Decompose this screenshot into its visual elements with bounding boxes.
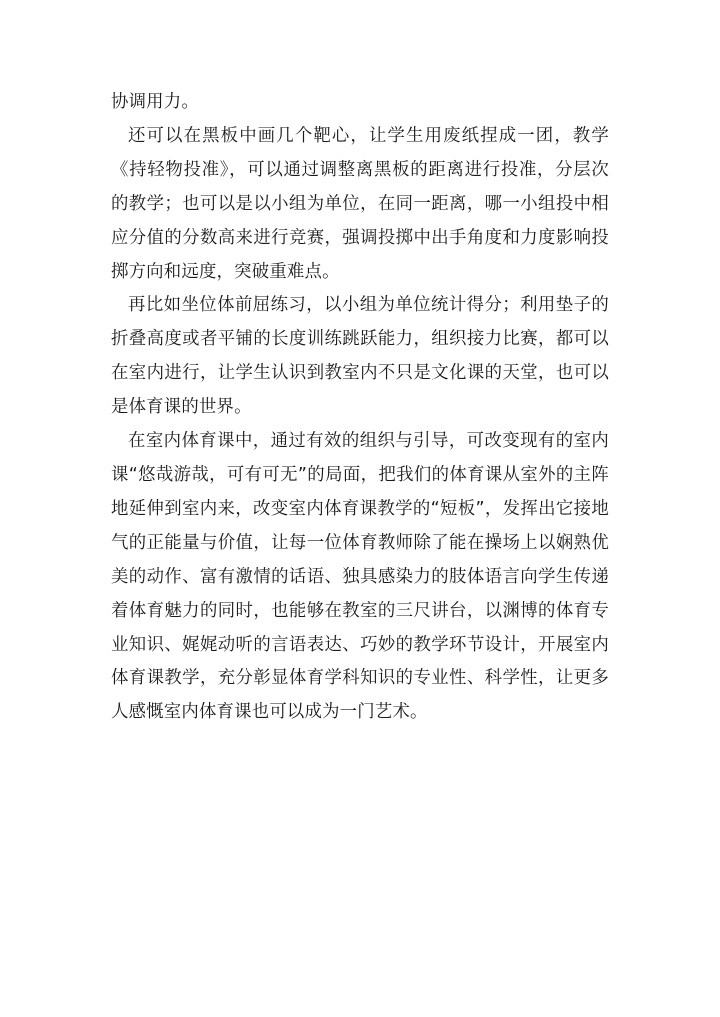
- paragraph-continuation: 协调用力。: [111, 92, 199, 112]
- paragraph-conclusion: 在室内体育课中，通过有效的组织与引导，可改变现有的室内课“悠哉游哉，可有可无”的局面，把我们的体育课从室外的主阵地延伸到室内来，改变室内体育课教学的“短板”，发挥出它接地气的正能量与价值，让每一位体育教师除了能在操场上以娴熟优美的动作、富有激情的话语、独具感染力的肢体语言向学生传递着体育魅力的同时，也能够在教室的三尺讲台，以渊博的体育专业知识、娓娓动听的言语表达、巧妙的教学环节设计，开展室内体育课教学，充分彰显体育学科知识的专业性、科学性，让更多人感慨室内体育课也可以成为一门艺术。: [111, 431, 609, 723]
- paragraph-target-throwing: 还可以在黑板中画几个靶心，让学生用废纸捏成一团，教学《持轻物投准》，可以通过调整离黑板的距离进行投准，分层次的教学；也可以是以小组为单位，在同一距离，哪一小组投中相应分值的分数高来进行竞赛，强调投掷中出手角度和力度影响投掷方向和远度，突破重难点。: [111, 125, 609, 282]
- document-body: [111, 86, 609, 730]
- paragraph-group-exercises: 再比如坐位体前屈练习，以小组为单位统计得分；利用垫子的折叠高度或者平铺的长度训练跳跃能力，组织接力比赛，都可以在室内进行，让学生认识到教室内不只是文化课的天堂，也可以是体育课的世界。: [111, 295, 609, 418]
